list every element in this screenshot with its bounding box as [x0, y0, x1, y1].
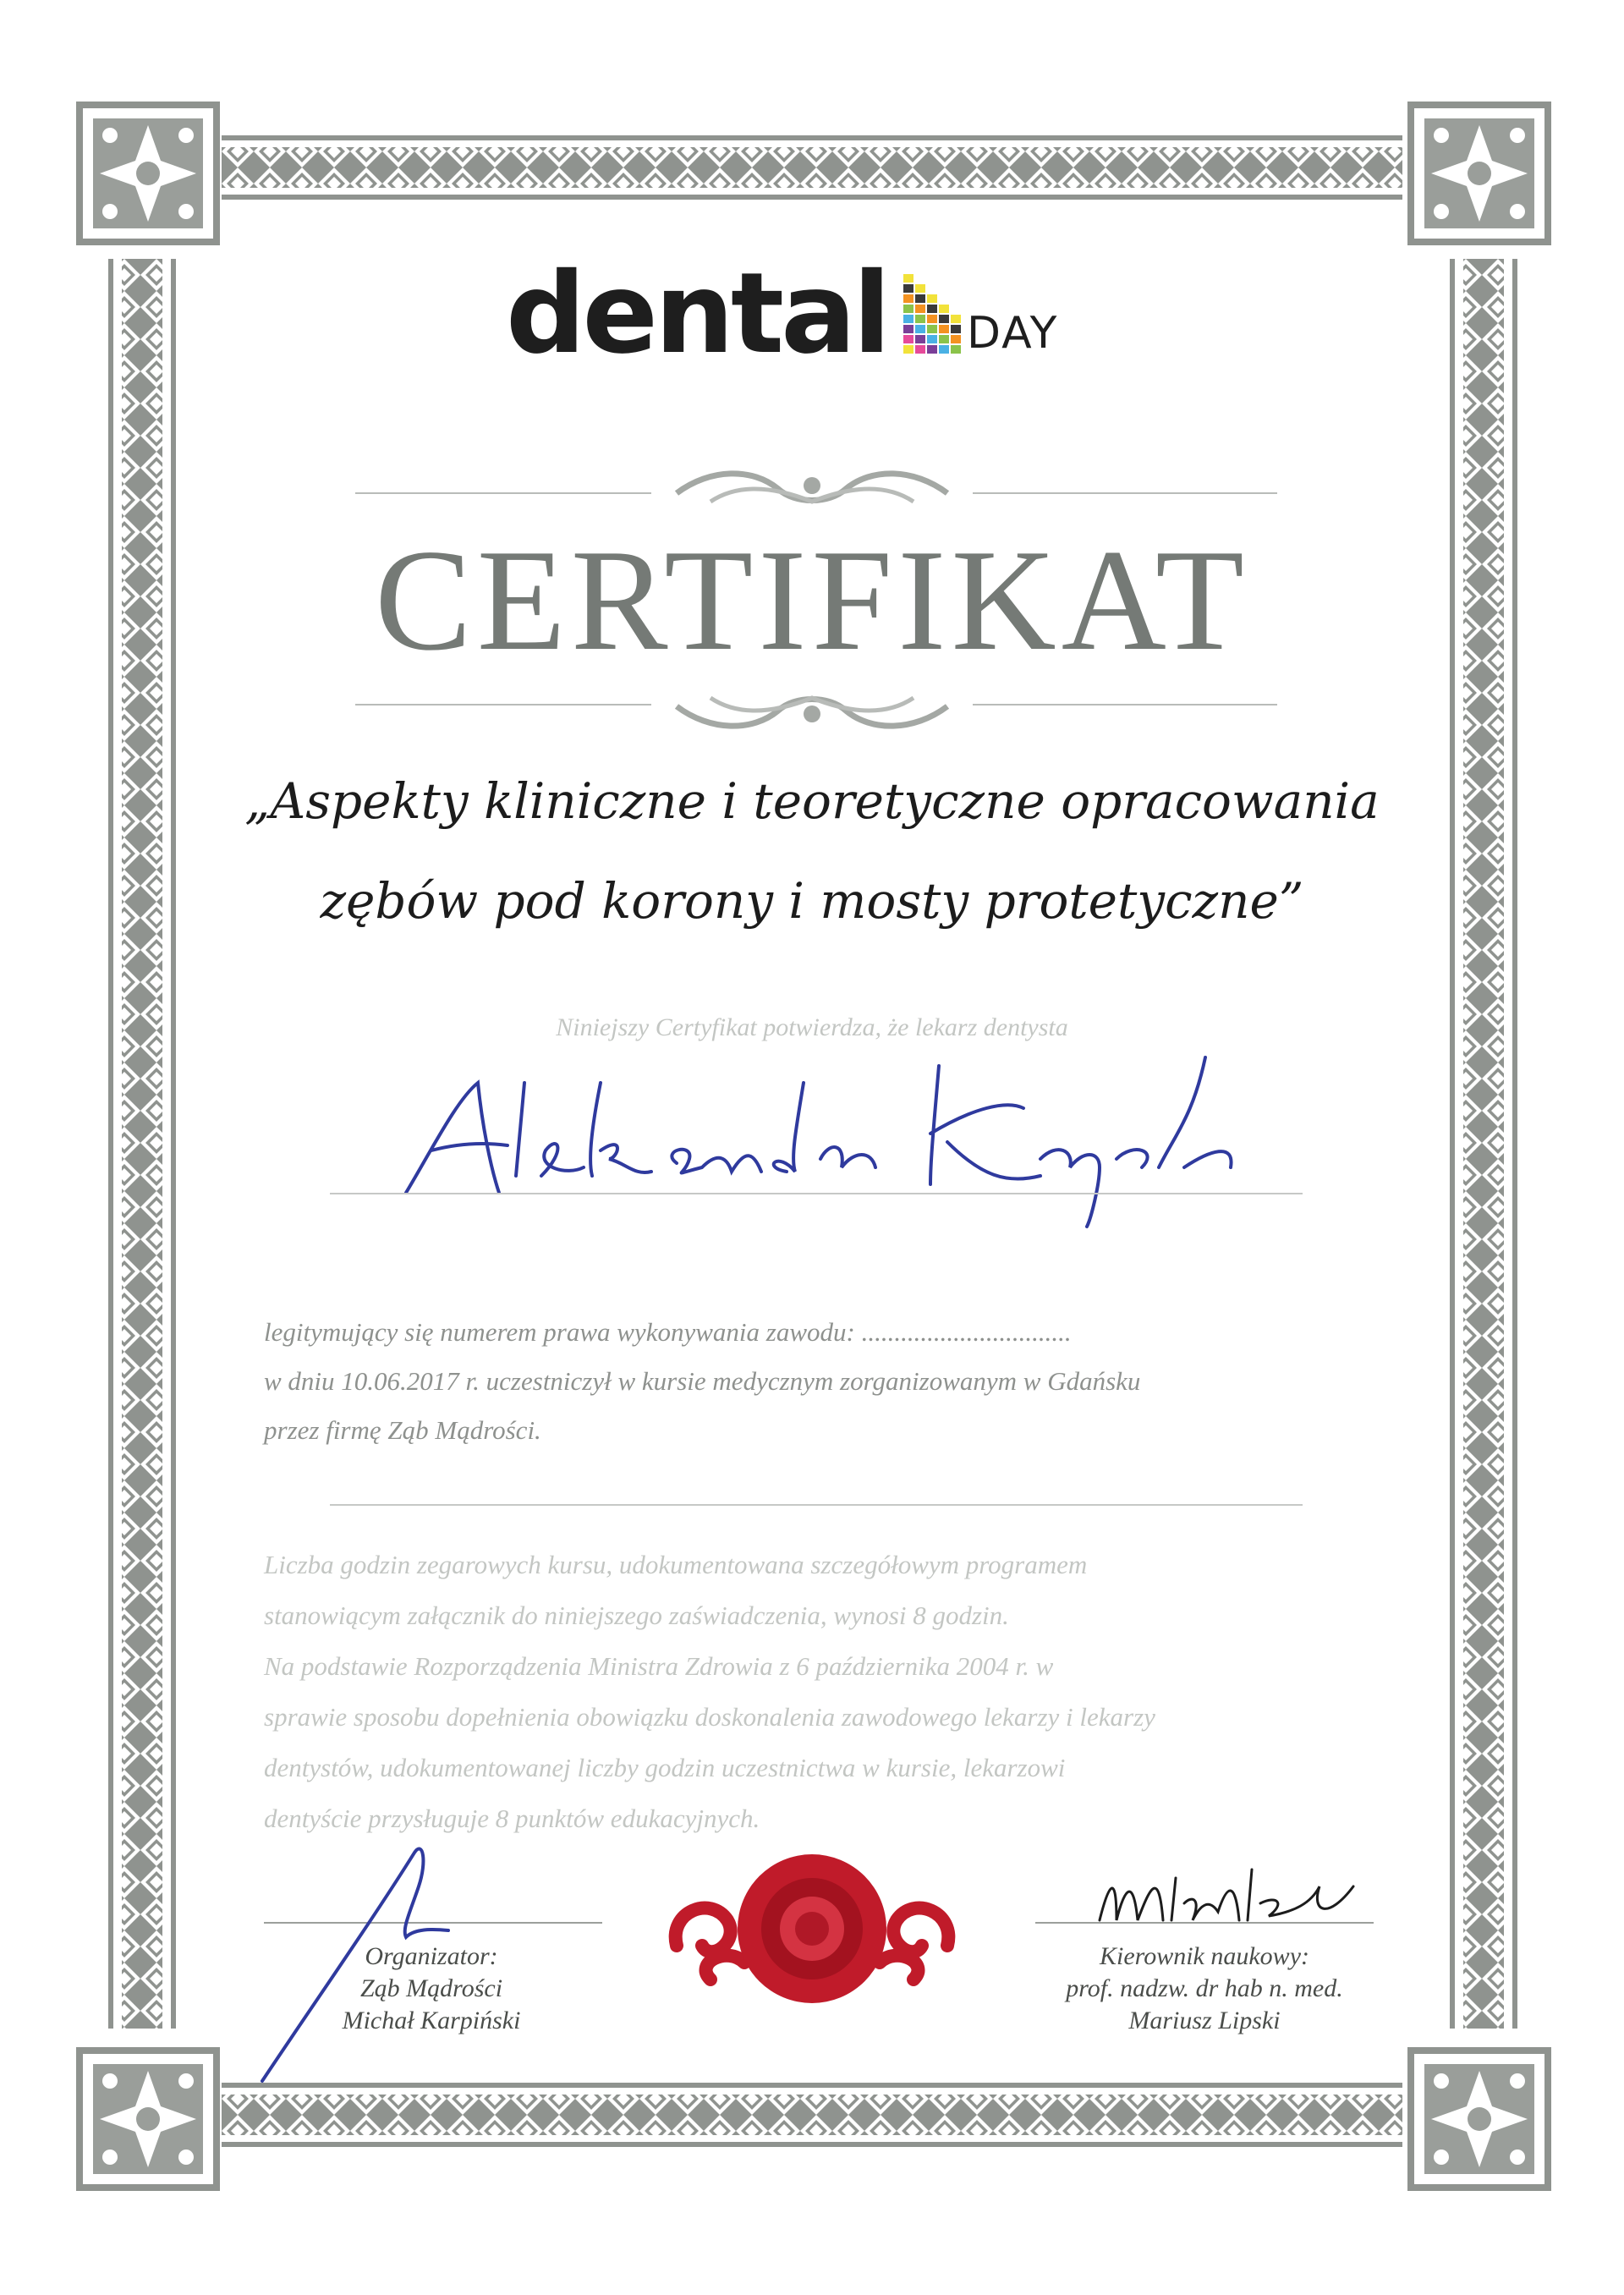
logo-bar-segment: [915, 305, 925, 313]
corner-ornament-bottom-left: [76, 2047, 220, 2191]
hours-text-line-5: dentystów, udokumentowanej liczby godzin uczestnictwa w kursie, lekarzowi: [264, 1753, 1066, 1782]
logo-bar-segment: [903, 284, 914, 293]
wax-seal: [660, 1844, 964, 2013]
logo-bar-segment: [927, 294, 937, 303]
organizer-company-text: przez firmę Ząb Mądrości.: [264, 1415, 541, 1445]
logo-bar-segment: [903, 315, 914, 323]
logo-bar-segment: [927, 305, 937, 313]
logo-bar-segment: [951, 345, 961, 354]
logo-bar-segment: [951, 325, 961, 333]
scientific-lead-title: prof. nadzw. dr hab n. med.: [1066, 1974, 1343, 2002]
logo-bar-segment: [927, 325, 937, 333]
top-flourish-ornament: [660, 464, 964, 523]
logo-bar-segment: [903, 274, 914, 283]
scientific-lead-person: Mariusz Lipski: [1128, 2007, 1281, 2034]
certificate-intro: Niniejszy Certyfikat potwierdza, że lekarz dentysta: [556, 1013, 1068, 1041]
scientific-lead-block: [1027, 1941, 1382, 2037]
logo-bar-segment: [927, 315, 937, 323]
hours-text-line-6: dentyście przysługuje 8 punktów edukacyjnych.: [264, 1804, 760, 1833]
logo-bar-segment: [939, 305, 949, 313]
corner-ornament-top-left: [76, 102, 220, 245]
right-border: [1450, 259, 1517, 2029]
participant-name-handwriting: [398, 1049, 1243, 1235]
course-title-line-2: zębów pod korony i mosty protetyczne”: [320, 872, 1304, 930]
logo-bar-segment: [915, 315, 925, 323]
top-left-rule: [355, 492, 651, 494]
logo-bar-segment: [915, 284, 925, 293]
dental-day-logo: [506, 250, 1132, 377]
logo-wordmark: dental: [506, 249, 888, 379]
bottom-border: [222, 2083, 1402, 2147]
logo-bar-segment: [951, 335, 961, 343]
course-title-line-1: „Aspekty kliniczne i teoretyczne opracowania: [244, 772, 1380, 830]
participant-name-line: [330, 1193, 1303, 1194]
logo-bar-segment: [939, 315, 949, 323]
logo-bar-segment: [939, 345, 949, 354]
logo-bar-segment: [903, 294, 914, 303]
logo-bar-segment: [915, 345, 925, 354]
organizer-person: Michał Karpiński: [342, 2007, 521, 2034]
logo-bar-segment: [903, 335, 914, 343]
logo-bar-segment: [903, 345, 914, 354]
logo-bar-segment: [915, 325, 925, 333]
certificate-title: CERTIFIKAT: [375, 520, 1249, 681]
logo-bar-segment: [927, 345, 937, 354]
license-number-text: legitymujący się numerem prawa wykonywania zawodu: ................................: [264, 1317, 1072, 1347]
logo-bar-segment: [903, 325, 914, 333]
logo-bar-segment: [915, 294, 925, 303]
logo-bar-segment: [903, 305, 914, 313]
hours-text-line-1: Liczba godzin zegarowych kursu, udokumentowana szczegółowym programem: [264, 1550, 1088, 1579]
hours-text-line-3: Na podstawie Rozporządzenia Ministra Zdrowia z 6 października 2004 r. w: [264, 1651, 1054, 1681]
bottom-right-rule: [973, 704, 1277, 706]
top-border: [222, 135, 1402, 200]
bottom-left-rule: [355, 704, 651, 706]
logo-equalizer-icon: [903, 274, 963, 355]
top-right-rule: [973, 492, 1277, 494]
details-separator-line: [330, 1504, 1303, 1506]
hours-text-line-4: sprawie sposobu dopełnienia obowiązku doskonalenia zawodowego lekarzy i lekarzy: [264, 1702, 1155, 1732]
logo-bar-segment: [939, 325, 949, 333]
scientific-lead-role: Kierownik naukowy:: [1099, 1942, 1309, 1970]
left-border: [108, 259, 176, 2029]
logo-suffix: DAY: [967, 308, 1059, 359]
logo-bar-segment: [951, 315, 961, 323]
hours-text-line-2: stanowiącym załącznik do niniejszego zaświadczenia, wynosi 8 godzin.: [264, 1600, 1009, 1630]
corner-ornament-top-right: [1407, 102, 1551, 245]
bottom-flourish-ornament: [660, 677, 964, 736]
course-date-text: w dniu 10.06.2017 r. uczestniczył w kursie medycznym zorganizowanym w Gdańsku: [264, 1366, 1141, 1396]
corner-ornament-bottom-right: [1407, 2047, 1551, 2191]
organizer-company: Ząb Mądrości: [359, 1974, 503, 2002]
organizer-role: Organizator:: [365, 1942, 498, 1970]
logo-bar-segment: [927, 335, 937, 343]
logo-bar-segment: [915, 335, 925, 343]
logo-bar-segment: [939, 335, 949, 343]
scientific-lead-signature: [1091, 1853, 1362, 1937]
organizer-block: [279, 1941, 584, 2037]
